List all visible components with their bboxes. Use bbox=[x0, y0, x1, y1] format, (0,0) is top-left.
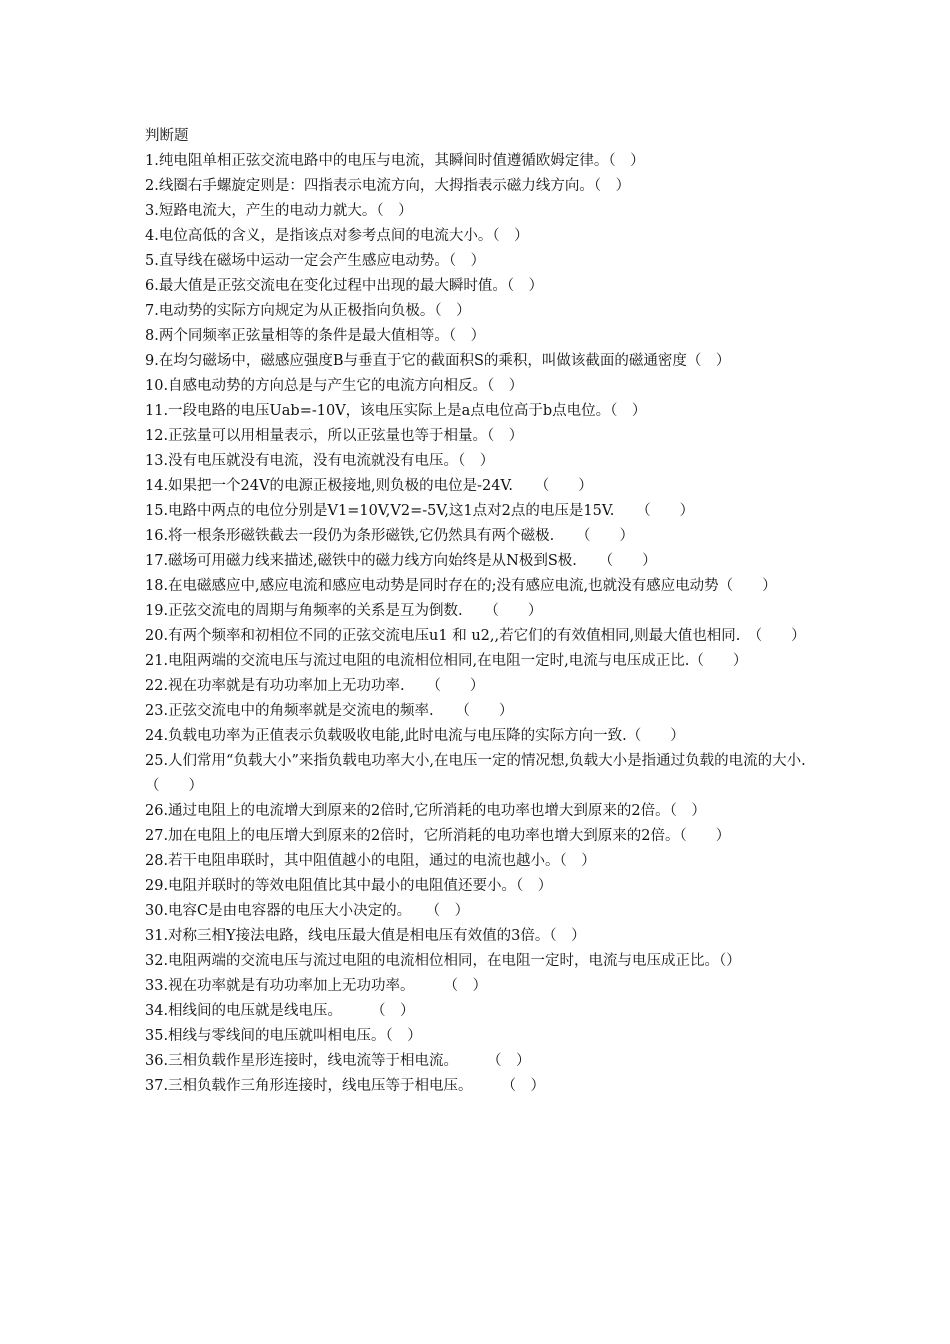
question-24: 24.负载电功率为正值表示负载吸收电能,此时电流与电压降的实际方向一致.（ ） bbox=[145, 728, 685, 744]
question-36: 36.三相负载作星形连接时，线电流等于相电流。 （ ） bbox=[145, 1053, 531, 1069]
document-page bbox=[145, 124, 815, 1099]
section-title: 判断题 bbox=[145, 128, 189, 144]
question-10: 10.自感电动势的方向总是与产生它的电流方向相反。（ ） bbox=[145, 378, 524, 394]
question-28: 28.若干电阻串联时，其中阻值越小的电阻，通过的电流也越小。（ ） bbox=[145, 853, 596, 869]
question-34: 34.相线间的电压就是线电压。 （ ） bbox=[145, 1003, 415, 1019]
question-25: 25.人们常用“负载大小”来指负载电功率大小,在电压一定的情况想,负载大小是指通过负载的电流的大小.（ ） bbox=[145, 753, 806, 794]
question-9: 9.在均匀磁场中，磁感应强度B与垂直于它的截面积S的乘积，叫做该截面的磁通密度（ ） bbox=[145, 353, 731, 369]
question-16: 16.将一根条形磁铁截去一段仍为条形磁铁,它仍然具有两个磁极. （ ） bbox=[145, 528, 635, 544]
question-6: 6.最大值是正弦交流电在变化过程中出现的最大瞬时值。（ ） bbox=[145, 278, 544, 294]
question-3: 3.短路电流大，产生的电动力就大。（ ） bbox=[145, 203, 413, 219]
question-2: 2.线圈右手螺旋定则是：四指表示电流方向，大拇指表示磁力线方向。（ ） bbox=[145, 178, 631, 194]
question-29: 29.电阻并联时的等效电阻值比其中最小的电阻值还要小。（ ） bbox=[145, 878, 553, 894]
question-14: 14.如果把一个24V的电源正极接地,则负极的电位是-24V. （ ） bbox=[145, 478, 593, 494]
question-27: 27.加在电阻上的电压增大到原来的2倍时，它所消耗的电功率也增大到原来的2倍。（ ） bbox=[145, 828, 731, 844]
question-1: 1.纯电阻单相正弦交流电路中的电压与电流，其瞬间时值遵循欧姆定律。（ ） bbox=[145, 153, 645, 169]
question-31: 31.对称三相Y接法电路，线电压最大值是相电压有效值的3倍。（ ） bbox=[145, 928, 586, 944]
question-8: 8.两个同频率正弦量相等的条件是最大值相等。（ ） bbox=[145, 328, 486, 344]
question-30: 30.电容C是由电容器的电压大小决定的。 （ ） bbox=[145, 903, 470, 919]
question-26: 26.通过电阻上的电流增大到原来的2倍时,它所消耗的电功率也增大到原来的2倍。（ ） bbox=[145, 803, 706, 819]
question-4: 4.电位高低的含义，是指该点对参考点间的电流大小。（ ） bbox=[145, 228, 529, 244]
question-7: 7.电动势的实际方向规定为从正极指向负极。（ ） bbox=[145, 303, 471, 319]
question-list bbox=[145, 149, 815, 1099]
question-12: 12.正弦量可以用相量表示，所以正弦量也等于相量。（ ） bbox=[145, 428, 524, 444]
question-20: 20.有两个频率和初相位不同的正弦交流电压u1 和 u2,,若它们的有效值相同,则最大值也相同. （ ） bbox=[145, 628, 806, 644]
question-13: 13.没有电压就没有电流，没有电流就没有电压。（ ） bbox=[145, 453, 495, 469]
question-35: 35.相线与零线间的电压就叫相电压。（ ） bbox=[145, 1028, 422, 1044]
question-23: 23.正弦交流电中的角频率就是交流电的频率. （ ） bbox=[145, 703, 514, 719]
question-5: 5.直导线在磁场中运动一定会产生感应电动势。（ ） bbox=[145, 253, 486, 269]
question-33: 33.视在功率就是有功功率加上无功功率。 （ ） bbox=[145, 978, 488, 994]
question-32: 32.电阻两端的交流电压与流过电阻的电流相位相同，在电阻一定时，电流与电压成正比。（） bbox=[145, 953, 741, 969]
question-17: 17.磁场可用磁力线来描述,磁铁中的磁力线方向始终是从N极到S极. （ ） bbox=[145, 553, 657, 569]
question-11: 11.一段电路的电压Uab=-10V，该电压实际上是a点电位高于b点电位。（ ） bbox=[145, 403, 647, 419]
question-21: 21.电阻两端的交流电压与流过电阻的电流相位相同,在电阻一定时,电流与电压成正比.（ ） bbox=[145, 653, 748, 669]
question-37: 37.三相负载作三角形连接时，线电压等于相电压。 （ ） bbox=[145, 1078, 546, 1094]
question-18: 18.在电磁感应中,感应电流和感应电动势是同时存在的;没有感应电流,也就没有感应电动势（ ） bbox=[145, 578, 777, 594]
question-22: 22.视在功率就是有功功率加上无功功率. （ ） bbox=[145, 678, 485, 694]
question-15: 15.电路中两点的电位分别是V1=10V,V2=-5V,这1点对2点的电压是15V. （ ） bbox=[145, 503, 695, 519]
question-19: 19.正弦交流电的周期与角频率的关系是互为倒数. （ ） bbox=[145, 603, 543, 619]
